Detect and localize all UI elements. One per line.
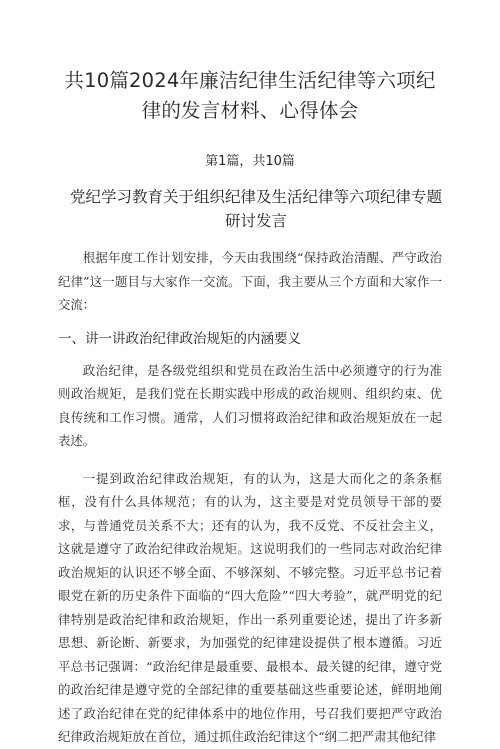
intro-paragraph: 根据年度工作计划安排，今天由我围绕“保持政治清醒、严守政治纪律”这一题目与大家作一交流。下面，我主要从三个方面和大家作一交流： (58, 250, 442, 312)
document-title: 共10篇2024年廉洁纪律生活纪律等六项纪律的发言材料、心得体会 (64, 69, 436, 122)
body-paragraph-1: 政治纪律，是各级党组织和党员在政治生活中必须遵守的行为准则政治规矩，是我们党在长期实践中形成的政治规则、组织约束、优良传统和工作习惯。通常，人们习惯将政治纪律和政治规矩放在一起表述。 (58, 362, 442, 448)
speech-title: 党纪学习教育关于组织纪律及生活纪律等六项纪律专题研讨发言 (70, 188, 443, 230)
body-paragraph-2: 一提到政治纪律政治规矩，有的认为，这是大而化之的条条框框，没有什么具体规范；有的认为，这主要是对党员领导干部的要求，与普通党员关系不大；还有的认为，我不反党、不反社会主义，这就是遵守了政治纪律政治规矩。这说明我们的一些同志对政治纪律政治规矩的认识还不够全面、不够深刻、不够完整。习近平总书记着眼党在新的历史条件下面临的“四大危险”“四大考验”，就严明党的纪律特别是政治纪律和政治规矩，作出一系列重要论述，提出了许多新思想、新论断、新要求，为加强党的纪律建设提供了根本遵循。习近平总书记强调：“政治纪律是最重要、最根本、最关键的纪律，遵守党的政治纪律是遵守党的全部纪律的重要基础这些重要论述，鲜明地阐述了政治纪律在党的纪律体系中的地位作用，号召我们要把严守政治纪律政治规矩放在首位，通过抓住政治纪律这个“纲二把严肃其他纪律 (58, 470, 442, 744)
section-heading-1: 一、讲一讲政治纪律政治规矩的内涵要义 (58, 330, 301, 347)
chapter-number: 第1篇，共10篇 (205, 154, 295, 169)
